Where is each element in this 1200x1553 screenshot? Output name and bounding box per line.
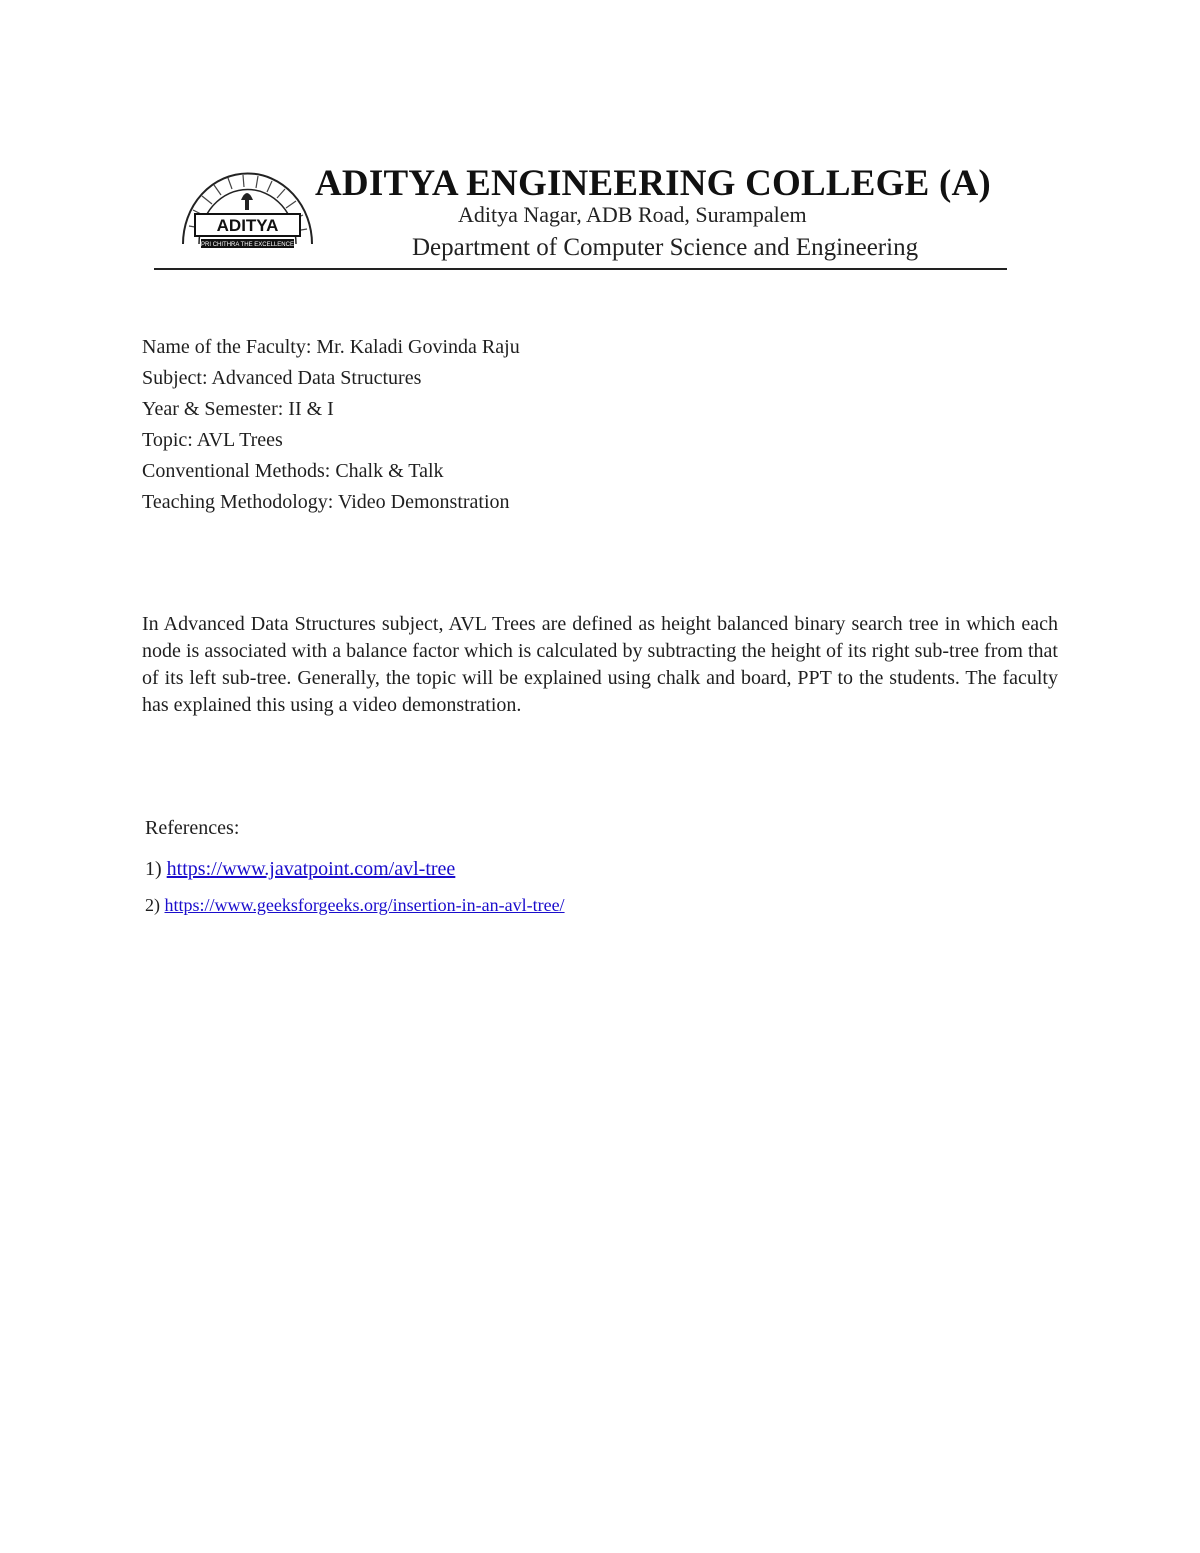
year-semester-line: Year & Semester: II & I <box>142 398 334 420</box>
subject-line: Subject: Advanced Data Structures <box>142 367 422 389</box>
logo-tagline: PRI CHITHRA THE EXCELLENCE <box>201 242 294 248</box>
letterhead <box>150 150 1010 275</box>
references-section <box>145 817 565 930</box>
college-logo-icon <box>175 156 320 256</box>
reference-item-1 <box>145 858 565 881</box>
reference-number: 2) <box>145 895 165 915</box>
reference-link-javatpoint[interactable]: https://www.javatpoint.com/avl-tree <box>166 858 456 880</box>
header-divider <box>154 268 1007 270</box>
reference-link-geeksforgeeks[interactable]: https://www.geeksforgeeks.org/insertion-in-an-avl-tree/ <box>164 895 565 915</box>
department-name: Department of Computer Science and Engineering <box>412 234 919 261</box>
college-address: Aditya Nagar, ADB Road, Surampalem <box>458 202 807 227</box>
teaching-methodology-line: Teaching Methodology: Video Demonstration <box>142 491 510 513</box>
reference-item-2 <box>145 895 565 916</box>
description-paragraph: In Advanced Data Structures subject, AVL Trees are defined as height balanced binary search tree in which each node is associated with a balance factor which is calculated by subtracting the height of its right sub-tree from that of its left sub-tree. Generally, the topic will be explained using chalk and board, PPT to the students. The faculty has explained this using a video demonstration. <box>142 613 1058 716</box>
college-name: ADITYA ENGINEERING COLLEGE (A) <box>315 163 991 204</box>
faculty-name-line: Name of the Faculty: Mr. Kaladi Govinda Raju <box>142 336 520 358</box>
references-heading: References: <box>145 817 240 839</box>
topic-line: Topic: AVL Trees <box>142 429 283 451</box>
reference-number: 1) <box>145 858 167 880</box>
conventional-methods-line: Conventional Methods: Chalk & Talk <box>142 460 444 482</box>
logo-wordmark: ADITYA <box>216 216 279 235</box>
faculty-details <box>142 332 520 518</box>
